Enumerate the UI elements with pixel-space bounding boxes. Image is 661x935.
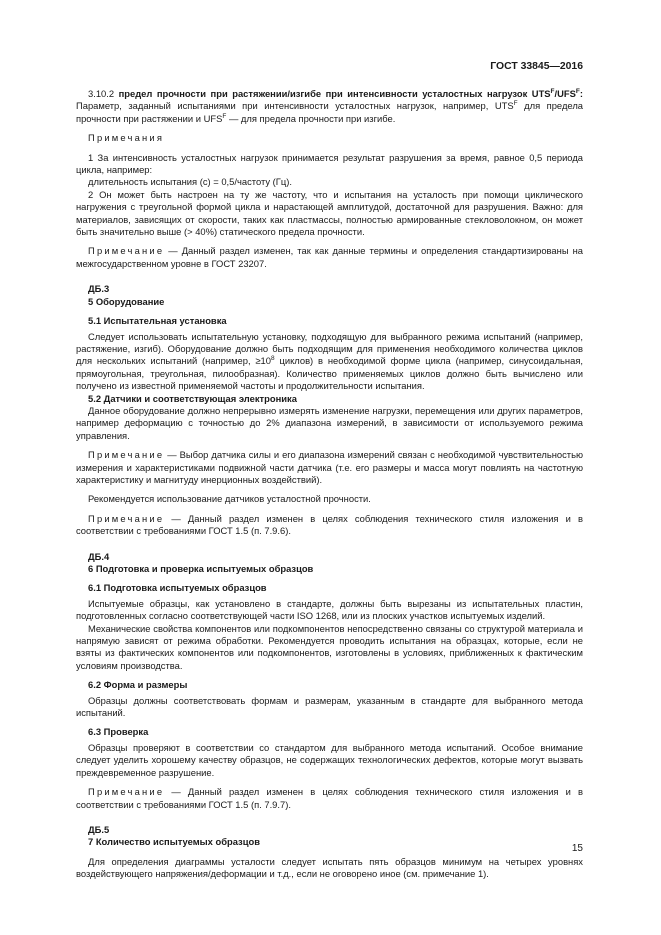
section-6-3-title: 6.3 Проверка bbox=[88, 726, 149, 738]
note-text: — Данный раздел изменен в целях соблюдения технического стиля изложения и в соответствии с требованиями ГОСТ 1.5 (п. 7.9.7). bbox=[76, 786, 583, 810]
page-number: 15 bbox=[571, 842, 583, 854]
change-note-2 bbox=[76, 513, 583, 538]
section-5-2-title: 5.2 Датчики и соответствующая электроника bbox=[88, 392, 297, 404]
notes-heading: Примечания bbox=[88, 132, 165, 144]
db4-title: 6 Подготовка и проверка испытуемых образцов bbox=[88, 563, 314, 574]
section-5-2-recommendation: Рекомендуется использование датчиков усталостной прочности. bbox=[88, 493, 371, 505]
term-text: предел прочности при растяжении/изгибе при интенсивности усталостных нагрузок bbox=[118, 88, 528, 99]
term-abbr: UTS bbox=[531, 88, 551, 99]
note-1-text: 1 За интенсивность усталостных нагрузок принимается результат разрушения за время, равное 0,5 периода цикла, например: bbox=[76, 151, 583, 176]
db4-label: ДБ.4 bbox=[88, 550, 110, 562]
db5-title: 7 Количество испытуемых образцов bbox=[88, 836, 260, 848]
s5-1-text-pre: Следует использовать испытательную установку, подходящую для выбранного режима испытаний (например, растяжение, изгиб). Оборудование должно быть подходящим для применения необходимого количества циклов для нескольких испытаний (например, ≥10 bbox=[76, 330, 583, 367]
section-6-3-p1: Образцы проверяют в соответствии со стандартом для выбранного метода испытаний. Особое внимание следует уделить хорошему качеству образцов, не содержащих технологических дефектов, которые могут вызвать преждевременное разрушение. bbox=[76, 741, 583, 778]
def-sup-1: F bbox=[513, 100, 518, 108]
term-sup-1: F bbox=[550, 87, 555, 95]
clause-3-10-2 bbox=[76, 88, 583, 125]
note-1-formula: длительность испытания (с) = 0,5/частоту (Гц). bbox=[88, 176, 292, 188]
term-title: предел прочности при растяжении/изгибе при интенсивности усталостных нагрузок $UTS^F/UFS^F$: bbox=[118, 87, 583, 99]
db5-label: ДБ.5 bbox=[88, 823, 110, 835]
definition-pre: Параметр, заданный испытаниями при интенсивности усталостных нагрузок, например, UTS bbox=[76, 100, 514, 112]
section-6-1-p2: Механические свойства компонентов или подкомпонентов непосредственно связаны со структурой материала и напрямую зависят от режима обработки. Рекомендуется проводить испытания на образцах, которые, если не взяты из фактических компонентов или подкомпонентов, изготовлены в условиях, приближенных к фактическим условиям производства. bbox=[76, 622, 583, 671]
change-note-3 bbox=[76, 786, 583, 811]
section-6-1-p1: Испытуемые образцы, как установлено в стандарте, должны быть вырезаны из испытательных пластин, подготовленных согласно соответствующей части ISO 1268, или из плоских участков испытуемых изделий. bbox=[76, 597, 583, 622]
def-sup-2: F bbox=[222, 112, 227, 120]
change-note-1 bbox=[76, 245, 583, 270]
section-6-2-p1: Образцы должны соответствовать формам и размерам, указанным в стандарте для выбранного метода испытаний. bbox=[76, 694, 583, 719]
section-5-1-text bbox=[76, 331, 583, 393]
s5-1-sup: 8 bbox=[271, 355, 275, 363]
section-5-2-note bbox=[76, 449, 583, 486]
note-label: Примечание bbox=[88, 786, 165, 798]
note-text: — Данный раздел изменен, так как данные термины и определения стандартизированы на межгосударственном уровне в ГОСТ 23207. bbox=[76, 245, 583, 269]
term-sup-2: F bbox=[575, 87, 580, 95]
db3-title: 5 Оборудование bbox=[88, 295, 165, 307]
term-sep: /UFS bbox=[554, 88, 576, 99]
definition-post: — для предела прочности при изгибе. bbox=[226, 112, 396, 124]
s5-1-text-post: циклов) в необходимой форме цикла (например, синусоидальная, прямоугольная, треугольная, пилообразная). Количество применяемых циклов должно быть вычислено или получено из известной применяемой частоты и продолжительности испытания. bbox=[76, 355, 583, 392]
section-6-1-title: 6.1 Подготовка испытуемых образцов bbox=[88, 582, 267, 594]
definition-mid: для предела прочности при растяжении и UFS bbox=[76, 100, 583, 124]
note-text: — Данный раздел изменен в целях соблюдения технического стиля изложения и в соответствии с требованиями ГОСТ 1.5 (п. 7.9.6). bbox=[76, 512, 583, 537]
appendix-db5 bbox=[76, 824, 583, 849]
document-body bbox=[76, 88, 583, 881]
clause-number: 3.10.2 bbox=[88, 88, 115, 99]
standard-header: ГОСТ 33845—2016 bbox=[490, 61, 583, 72]
appendix-db4 bbox=[76, 551, 583, 576]
db3-label: ДБ.3 bbox=[88, 283, 110, 295]
note-label: Примечание bbox=[88, 449, 165, 461]
section-7-p1: Для определения диаграммы усталости следует испытать пять образцов минимум на четырех уровнях воздействующего напряжения/деформации и т.д., если не оговорено иное (см. примечание 1). bbox=[76, 855, 583, 880]
note-label: Примечание bbox=[88, 245, 165, 257]
appendix-db3 bbox=[76, 283, 583, 308]
section-5-1-title: 5.1 Испытательная установка bbox=[88, 315, 227, 327]
section-6-2-title: 6.2 Форма и размеры bbox=[88, 679, 188, 691]
note-label: Примечание bbox=[88, 512, 165, 524]
note-2-text: 2 Он может быть настроен на ту же частоту, что и испытания на усталость при помощи циклического нагружения с треугольной формой цикла и нарастающей амплитудой, достаточной для разрушения. Важно: для материалов, зависящих от скорости, таких как пластмассы, полностью армированные стекловолокном, он может быть значительно выше (> 40%) статического предела прочности. bbox=[76, 188, 583, 238]
section-5-2-text: Данное оборудование должно непрерывно измерять изменение нагрузки, перемещения или других параметров, например деформацию с точностью до 2% диапазона измерений, в зависимости от используемого режима управления. bbox=[76, 404, 583, 441]
note-text: — Выбор датчика силы и его диапазона измерений связан с необходимой чувствительностью измерения и характеристиками подвижной части датчика (т.е. его размеры и масса могут повлиять на частотную характеристику и магнитуду инерционных воздействий). bbox=[76, 449, 583, 485]
